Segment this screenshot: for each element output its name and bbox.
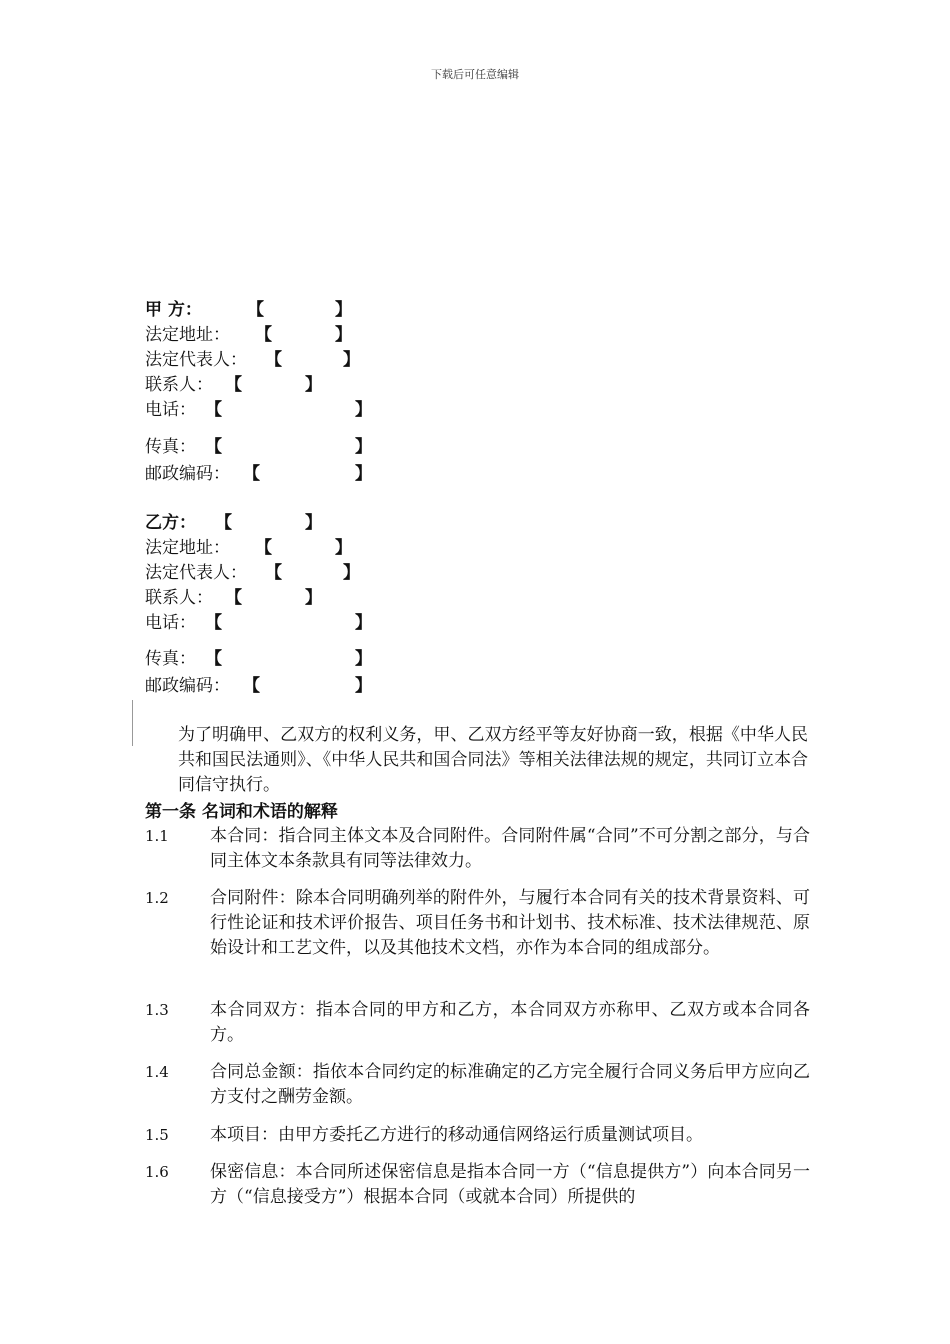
clause-1-4 — [145, 1060, 810, 1110]
bracket-open: 【 — [255, 325, 272, 345]
clause-number: 1.5 — [145, 1126, 169, 1144]
party-a-phone-label: 电话： — [145, 400, 196, 420]
bracket-open: 【 — [205, 400, 222, 420]
bracket-open: 【 — [265, 563, 282, 583]
party-a-postcode-row — [145, 462, 372, 486]
bracket-open: 【 — [225, 375, 242, 395]
clause-number: 1.2 — [145, 889, 169, 907]
section-1-title: 第一条 名词和术语的解释 — [145, 802, 338, 822]
party-b-fax-label: 传真： — [145, 649, 196, 669]
party-a-contact-label: 联系人： — [145, 375, 213, 395]
party-a-address-label: 法定地址： — [145, 325, 230, 345]
clause-1-3 — [145, 998, 810, 1048]
bracket-open: 【 — [243, 676, 260, 696]
party-b-phone-row — [145, 611, 372, 635]
party-b-postcode-label: 邮政编码： — [145, 676, 230, 696]
party-a-rep-row — [145, 348, 360, 372]
page-header: 下载后可任意编辑 — [431, 68, 519, 81]
party-b-rep-label: 法定代表人： — [145, 563, 247, 583]
bracket-open: 【 — [205, 613, 222, 633]
clause-1-2 — [145, 886, 810, 961]
clause-text: 保密信息：本合同所述保密信息是指本合同一方（“信息提供方”）向本合同另一方（“信息接受方”）根据本合同（或就本合同）所提供的 — [210, 1162, 810, 1207]
bracket-close: 】 — [305, 375, 322, 395]
intro-paragraph: 为了明确甲、乙双方的权利义务，甲、乙双方经平等友好协商一致，根据《中华人民共和国民法通则》、《中华人民共和国合同法》等相关法律法规的规定，共同订立本合同信守执行。 — [178, 725, 808, 795]
party-a-title: 甲 方： — [145, 300, 202, 320]
clause-text: 本合同：指合同主体文本及合同附件。合同附件属“合同”不可分割之部分，与合同主体文本条款具有同等法律效力。 — [210, 826, 810, 871]
bracket-open: 【 — [243, 464, 260, 484]
party-a-postcode-label: 邮政编码： — [145, 464, 230, 484]
bracket-open: 【 — [205, 437, 222, 457]
bracket-close: 】 — [335, 325, 352, 345]
bracket-close: 】 — [343, 563, 360, 583]
party-b-address-row — [145, 536, 352, 560]
clause-number: 1.3 — [145, 1001, 169, 1019]
bracket-close: 】 — [305, 588, 322, 608]
bracket-close: 】 — [355, 649, 372, 669]
party-a-phone-row — [145, 398, 372, 422]
bracket-close: 】 — [355, 613, 372, 633]
bracket-close: 】 — [355, 676, 372, 696]
bracket-close: 】 — [355, 400, 372, 420]
party-b-rep-row — [145, 561, 360, 585]
bracket-close: 】 — [335, 300, 352, 320]
party-b-postcode-row — [145, 674, 372, 698]
bracket-open: 【 — [255, 538, 272, 558]
bracket-open: 【 — [265, 350, 282, 370]
bracket-open: 【 — [205, 649, 222, 669]
party-b-phone-label: 电话： — [145, 613, 196, 633]
bracket-open: 【 — [225, 588, 242, 608]
party-b-title-row — [145, 511, 322, 535]
party-a-fax-label: 传真： — [145, 437, 196, 457]
clause-number: 1.4 — [145, 1063, 169, 1081]
party-b-address-label: 法定地址： — [145, 538, 230, 558]
clause-1-5 — [145, 1123, 810, 1148]
bracket-open: 【 — [215, 513, 232, 533]
party-b-contact-label: 联系人： — [145, 588, 213, 608]
clause-1-6 — [145, 1160, 810, 1210]
party-a-title-row — [145, 298, 352, 322]
bracket-close: 】 — [343, 350, 360, 370]
clause-number: 1.1 — [145, 827, 169, 845]
party-a-address-row — [145, 323, 352, 347]
bracket-close: 】 — [305, 513, 322, 533]
bracket-close: 】 — [335, 538, 352, 558]
clause-text: 本项目：由甲方委托乙方进行的移动通信网络运行质量测试项目。 — [210, 1125, 703, 1145]
party-a-rep-label: 法定代表人： — [145, 350, 247, 370]
party-b-contact-row — [145, 586, 322, 610]
party-b-fax-row — [145, 647, 372, 671]
clause-text: 合同附件：除本合同明确列举的附件外，与履行本合同有关的技术背景资料、可行性论证和技术评价报告、项目任务书和计划书、技术标准、技术法律规范、原始设计和工艺文件，以及其他技术文档，亦作为本合同的组成部分。 — [210, 888, 810, 958]
bracket-open: 【 — [247, 300, 264, 320]
party-b-title: 乙方： — [145, 513, 196, 533]
text-cursor-bar — [132, 700, 133, 746]
bracket-close: 】 — [355, 464, 372, 484]
clause-text: 本合同双方：指本合同的甲方和乙方，本合同双方亦称甲、乙双方或本合同各方。 — [210, 1000, 810, 1045]
clause-text: 合同总金额：指依本合同约定的标准确定的乙方完全履行合同义务后甲方应向乙方支付之酬劳金额。 — [210, 1062, 810, 1107]
bracket-close: 】 — [355, 437, 372, 457]
clause-number: 1.6 — [145, 1163, 169, 1181]
party-a-fax-row — [145, 435, 372, 459]
clause-1-1 — [145, 824, 810, 874]
party-a-contact-row — [145, 373, 322, 397]
